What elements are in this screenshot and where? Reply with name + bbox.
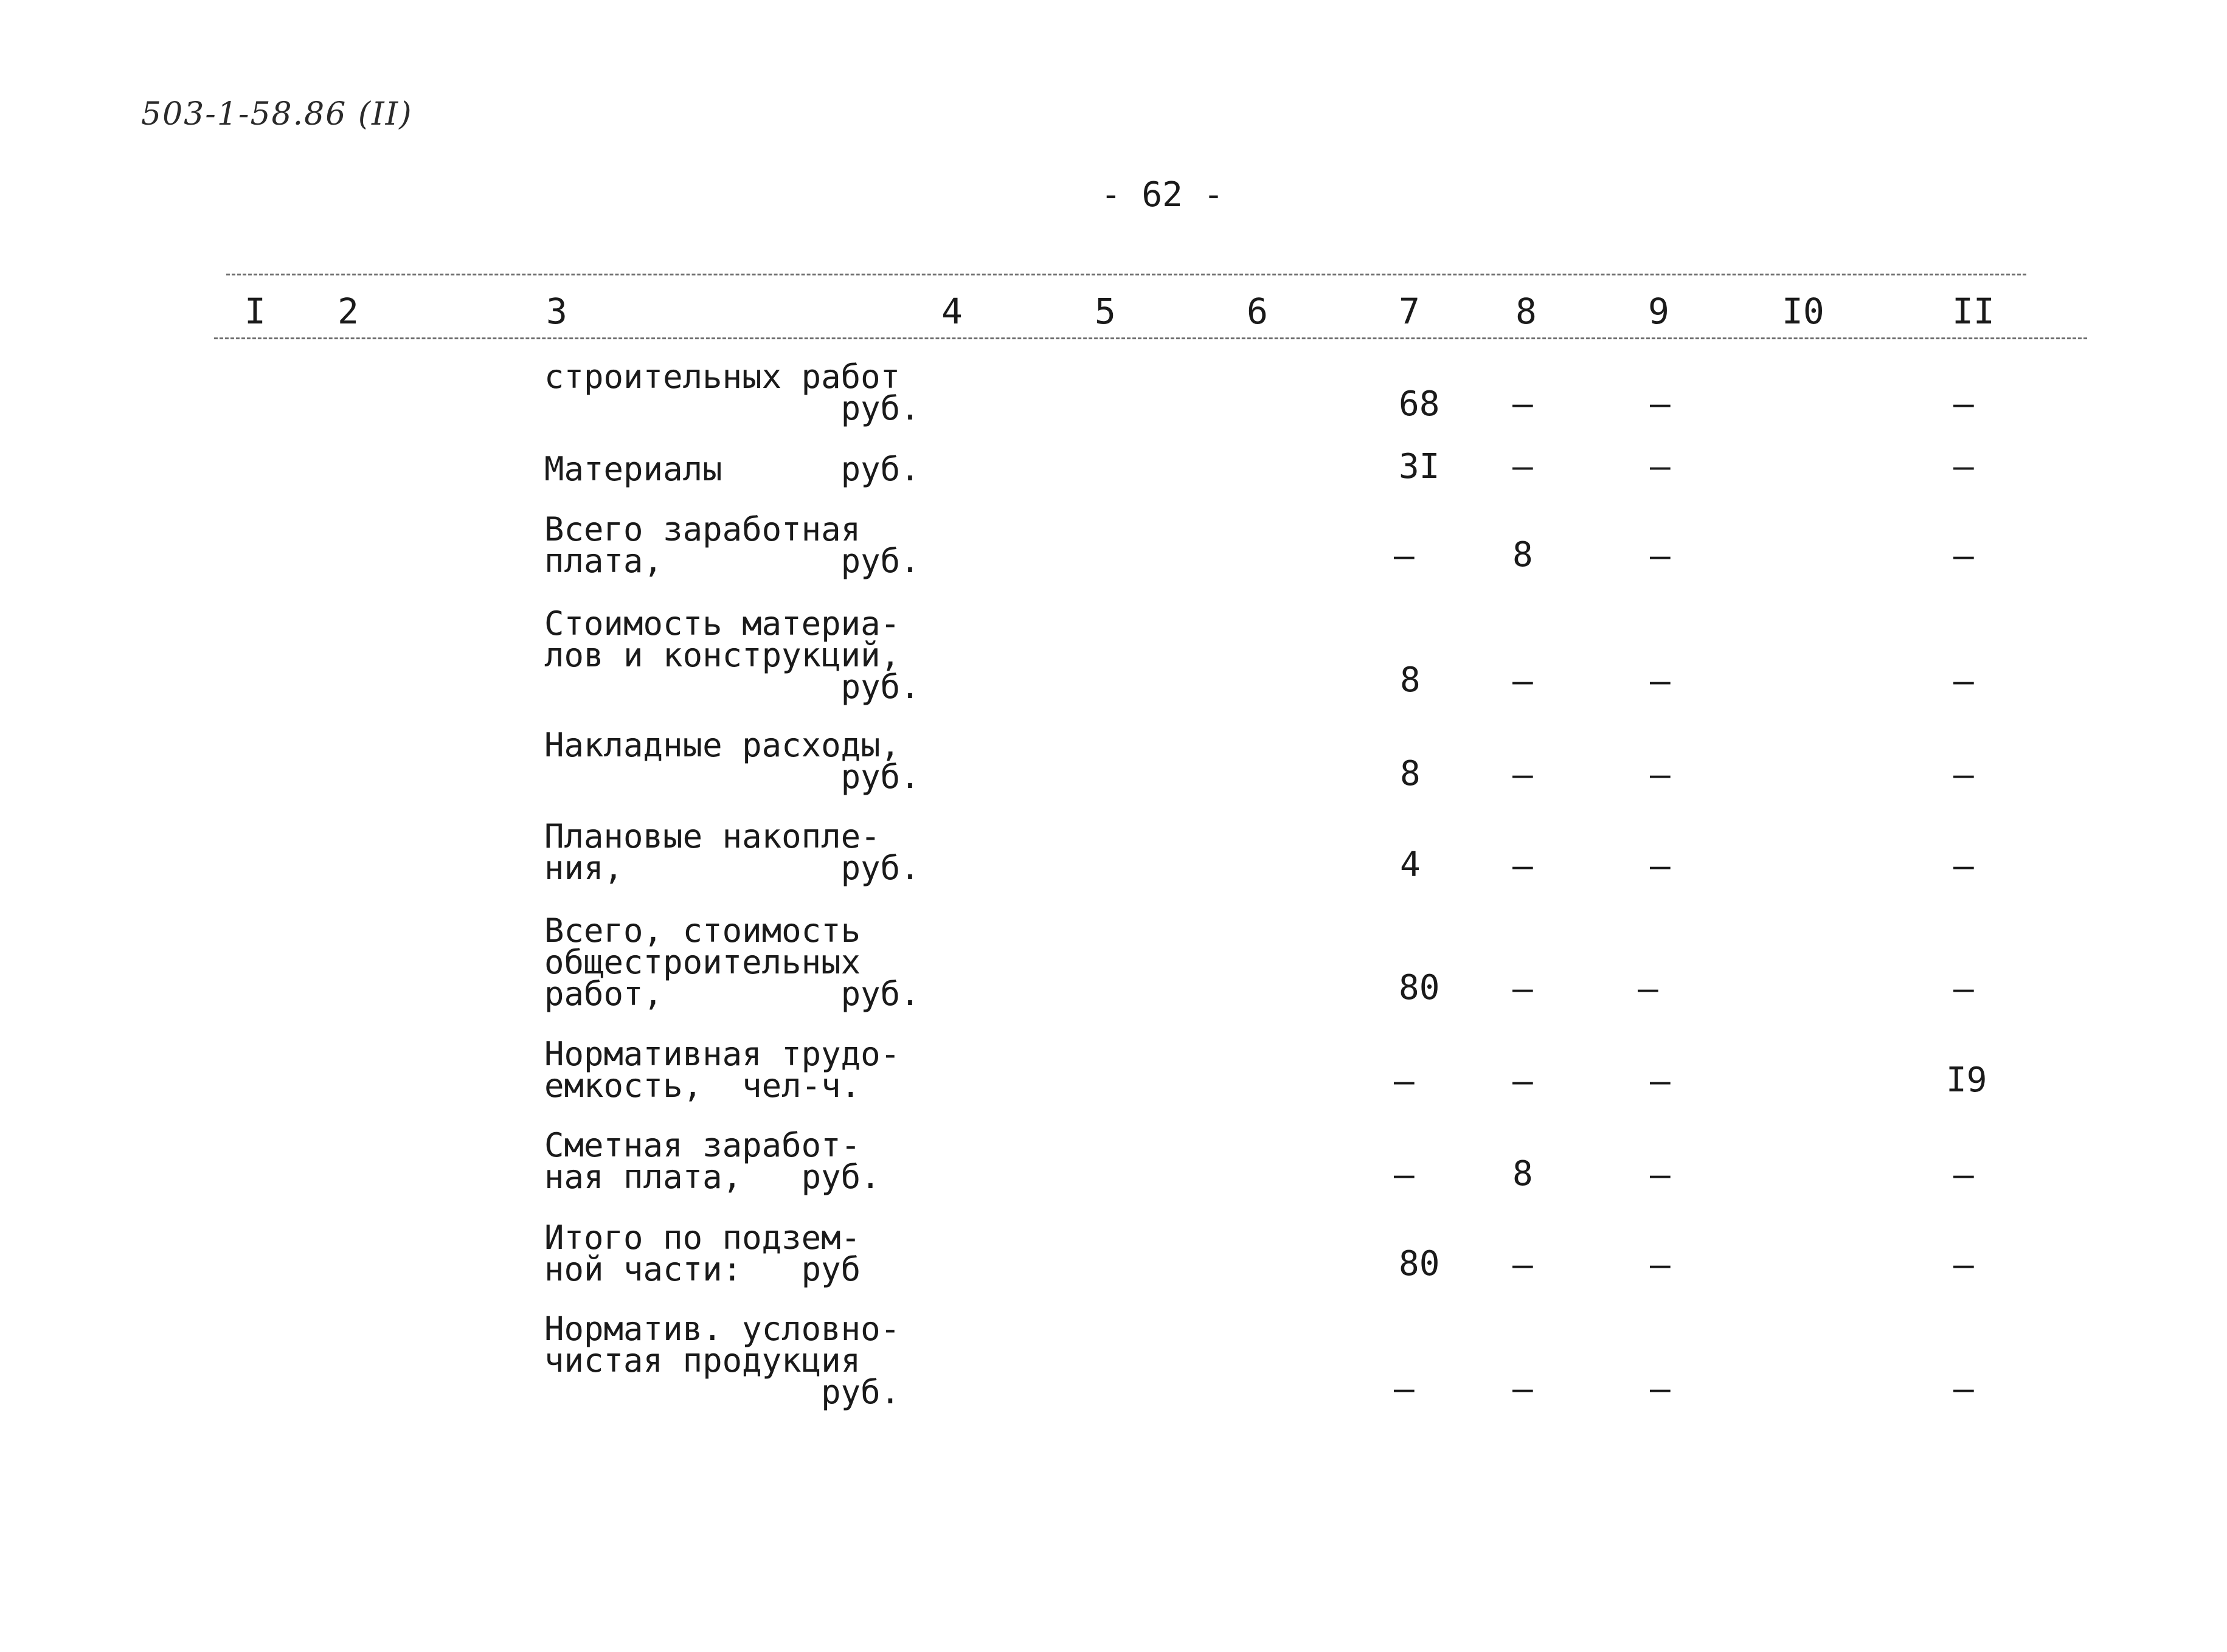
row-label: Сметная заработ- ная плата, руб. xyxy=(544,1126,881,1196)
cell-col8: – xyxy=(1512,1245,1533,1285)
row-label: Норматив. условно- чистая продукция руб. xyxy=(544,1310,901,1411)
cell-col11: – xyxy=(1953,846,1974,886)
column-header: I xyxy=(244,291,266,332)
row-label: Всего заработная плата, руб. xyxy=(544,510,920,580)
cell-col9: – xyxy=(1650,1245,1671,1285)
cell-col9: – xyxy=(1650,384,1671,424)
row-label: Накладные расходы, руб. xyxy=(544,726,920,796)
cell-col9: – xyxy=(1650,536,1671,576)
cell-col8: – xyxy=(1512,662,1533,701)
cell-col11: I9 xyxy=(1946,1060,1987,1100)
cell-col8: – xyxy=(1512,447,1533,486)
cell-col7: – xyxy=(1394,1155,1415,1195)
cell-col9: – xyxy=(1650,1155,1671,1195)
cell-col9: – xyxy=(1650,846,1671,886)
cell-col8: – xyxy=(1512,1369,1533,1409)
cell-col7: – xyxy=(1394,536,1415,576)
cell-col11: – xyxy=(1953,384,1974,424)
cell-col9: – xyxy=(1650,1062,1671,1101)
cell-col9: – xyxy=(1650,755,1671,795)
cell-col7: 4 xyxy=(1400,845,1421,885)
cell-col11: – xyxy=(1953,536,1974,576)
column-header: 2 xyxy=(338,291,359,332)
cell-col11: – xyxy=(1953,662,1974,701)
row-label: Итого по подзем- ной части: руб xyxy=(544,1218,861,1288)
column-header: 6 xyxy=(1247,291,1268,332)
row-label: строительных работ руб. xyxy=(544,358,920,427)
cell-col9: – xyxy=(1638,969,1658,1009)
column-header: 7 xyxy=(1399,291,1420,332)
column-header: 5 xyxy=(1095,291,1116,332)
cell-col11: – xyxy=(1953,1245,1974,1285)
column-header: II xyxy=(1952,291,1995,332)
cell-col8: 8 xyxy=(1512,1154,1533,1194)
cell-col7: 3I xyxy=(1399,447,1440,486)
row-label: Нормативная трудо- емкость, чел-ч. xyxy=(544,1035,901,1105)
row-label: Материалы руб. xyxy=(544,450,920,488)
page-number: - 62 - xyxy=(1101,175,1224,215)
cell-col11: – xyxy=(1953,969,1974,1009)
column-header: 3 xyxy=(546,291,567,332)
cell-col9: – xyxy=(1650,1369,1671,1409)
cell-col9: – xyxy=(1650,447,1671,486)
cell-col8: – xyxy=(1512,1062,1533,1101)
cell-col11: – xyxy=(1953,755,1974,795)
column-header: 8 xyxy=(1515,291,1537,332)
cell-col8: – xyxy=(1512,969,1533,1009)
column-header: 4 xyxy=(941,291,963,332)
cell-col8: 8 xyxy=(1512,535,1533,575)
cell-col11: – xyxy=(1953,1369,1974,1409)
cell-col8: – xyxy=(1512,384,1533,424)
cell-col11: – xyxy=(1953,447,1974,486)
row-label: Всего, стоимость общестроительных работ, руб. xyxy=(544,911,920,1013)
cell-col7: 80 xyxy=(1399,1244,1440,1284)
cell-col7: 8 xyxy=(1400,660,1421,700)
column-header: I0 xyxy=(1782,291,1824,332)
cell-col7: 8 xyxy=(1400,754,1421,793)
cell-col7: – xyxy=(1394,1369,1415,1409)
row-label: Плановые накопле- ния, руб. xyxy=(544,817,920,887)
table-top-rule xyxy=(226,274,2026,275)
cell-col7: 80 xyxy=(1399,968,1440,1007)
cell-col8: – xyxy=(1512,846,1533,886)
table-header-rule xyxy=(214,337,2087,339)
cell-col7: 68 xyxy=(1399,384,1440,424)
cell-col7: – xyxy=(1394,1062,1415,1101)
cell-col9: – xyxy=(1650,662,1671,701)
cell-col11: – xyxy=(1953,1155,1974,1195)
document-code-stamp: 503-1-58.86 (II) xyxy=(141,96,413,133)
row-label: Стоимость материа- лов и конструкций, руб. xyxy=(544,604,920,706)
cell-col8: – xyxy=(1512,755,1533,795)
column-header: 9 xyxy=(1648,291,1669,332)
